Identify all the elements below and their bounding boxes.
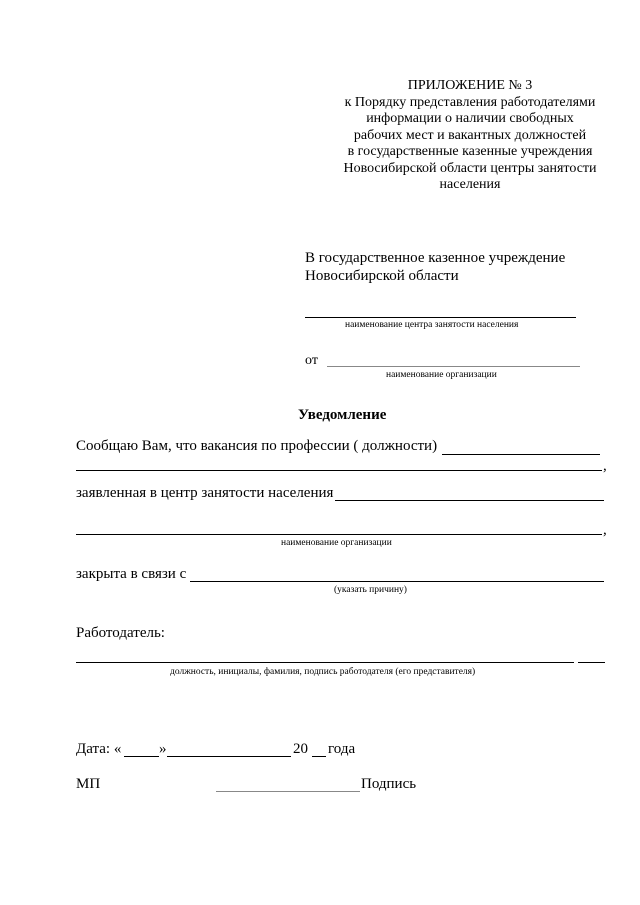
stamp-label: МП [76, 776, 101, 792]
appendix-line: рабочих мест и вакантных должностей [353, 127, 587, 143]
center-name-caption: наименование центра занятости населения [345, 320, 519, 330]
profession-field[interactable] [442, 454, 600, 455]
appendix-line: информации о наличии свободных [366, 111, 574, 126]
signature-label: Подпись [361, 776, 417, 792]
employer-signature-field[interactable] [76, 662, 574, 663]
date-year-field[interactable] [312, 756, 326, 757]
profession-field-continued[interactable] [76, 470, 602, 471]
reason-field[interactable] [190, 581, 604, 582]
closed-text: закрыта в связи с [76, 566, 187, 582]
from-organization-caption: наименование организации [386, 370, 497, 380]
addressee-line-2: Новосибирской области [305, 268, 459, 284]
appendix-line: населения [439, 177, 501, 192]
date-day-field[interactable] [124, 756, 159, 757]
reason-caption: (указать причину) [334, 585, 407, 595]
date-close-quote: » [159, 741, 167, 757]
employer-label: Работодатель: [76, 625, 165, 641]
employment-center-field[interactable] [335, 500, 604, 501]
year-suffix: года [328, 741, 356, 757]
signature-field[interactable] [216, 791, 360, 792]
organization-caption: наименование организации [281, 538, 392, 548]
addressee-line-1: В государственное казенное учреждение [305, 250, 566, 266]
from-label: от [305, 353, 318, 368]
center-name-field[interactable] [305, 317, 576, 318]
appendix-line: ПРИЛОЖЕНИЕ № 3 [407, 78, 533, 93]
vacancy-text: Сообщаю Вам, что вакансия по профессии ( должности) [76, 438, 438, 454]
appendix-line: Новосибирской области центры занятости [343, 160, 597, 176]
appendix-line: в государственные казенные учреждения [347, 144, 593, 159]
date-label: Дата: « [76, 741, 122, 757]
comma: , [603, 458, 607, 474]
from-organization-field[interactable] [327, 366, 580, 367]
declared-text: заявленная в центр занятости населения [76, 485, 334, 501]
year-prefix: 20 [293, 741, 308, 757]
date-month-field[interactable] [167, 756, 291, 757]
notice-title: Уведомление [298, 407, 387, 423]
appendix-header [320, 78, 620, 194]
comma: , [603, 522, 607, 538]
appendix-line: к Порядку представления работодателями [344, 94, 596, 110]
employer-signature-field-extra[interactable] [578, 662, 605, 663]
organization-field[interactable] [76, 534, 602, 535]
employer-caption: должность, инициалы, фамилия, подпись работодателя (его представителя) [170, 667, 476, 677]
